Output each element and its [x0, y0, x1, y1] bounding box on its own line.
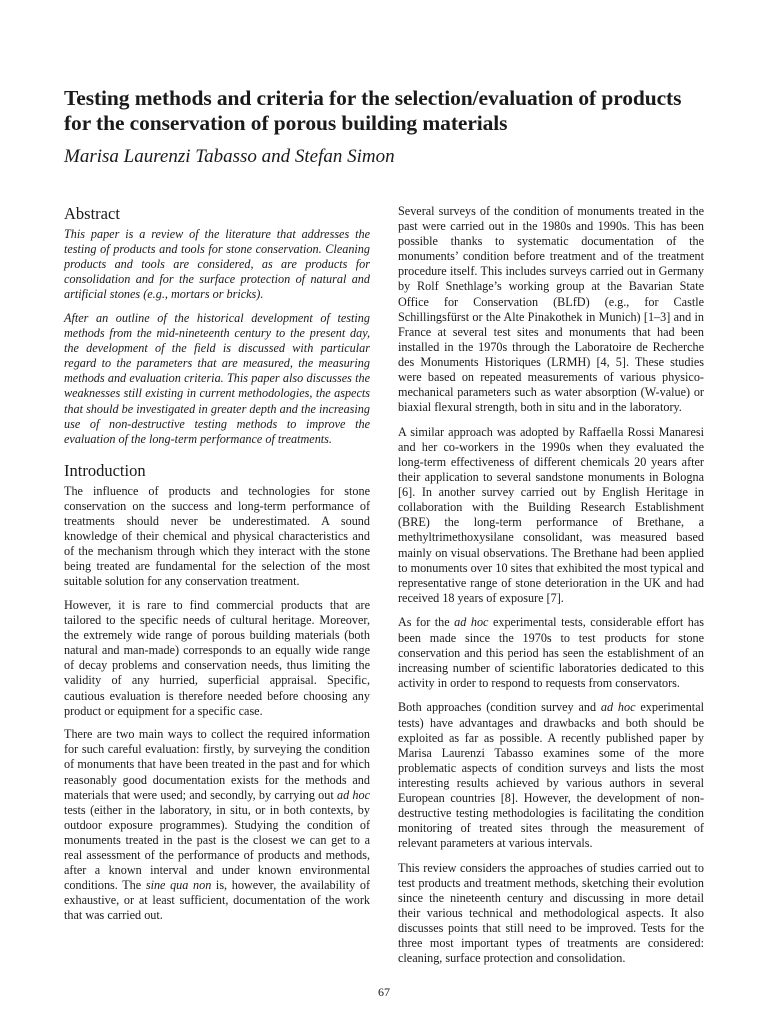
- italic-term: ad hoc: [600, 700, 636, 715]
- text-run: tests (either in the laboratory, in situ, or in both contexts, by outdoor exposure programmes). Studying the condition of monuments treated in the past is the closest we can get to a real assessment of the performance of products and methods, after a known interval and under known environmental conditions. The: [64, 802, 370, 893]
- body-paragraph: A similar approach was adopted by Raffaella Rossi Manaresi and her co-workers in the 1990s when they evaluated the long-term effectiveness of different chemicals 20 years after their application to several sandstone monuments in Bologna [6]. In another survey carried out by English Heritage in collaboration with the Building Research Establishment (BRE) the long-term performance of Brethane, a methyltrimethoxysilane consolidant, was measured based mainly on visual observations. The Brethane had been applied to monuments over 10 sites that exhibited the most typical and representative range of stone deterioration in the UK and had received 18 years of exposure [7].: [398, 424, 704, 605]
- italic-term: ad hoc: [336, 787, 370, 802]
- body-paragraph: However, it is rare to find commercial products that are tailored to the specific needs of cultural heritage. Moreover, the extremely wide range of porous building materials (both natural and man-made) corresponds to an equally wide range of decay problems and conservation needs, thus limiting the validity of any hurried, superficial appraisal. Specific, cautious evaluation is therefore needed before choosing any product or equipment for a specific case.: [64, 597, 370, 718]
- text-run: There are two main ways to collect the required information for such careful evaluation: firstly, by surveying the condition of monuments that have been treated in the past and for which reasonably good documentation exists for the methods and materials that were used; and secondly, by carrying out: [64, 727, 370, 802]
- left-column: [64, 204, 370, 932]
- paper-title: Testing methods and criteria for the selection/evaluation of products for the conservation of porous building materials: [64, 86, 682, 135]
- introduction-heading: Introduction: [64, 460, 146, 480]
- text-run: experimental tests) have advantages and drawbacks and both should be exploited as far as possible. A recently published paper by Marisa Laurenzi Tabasso examines some of the more problematic aspects of condition surveys and lists the most interesting results achieved by various authors in several European countries [8]. However, the development of non-destructive testing methodologies is facilitating the condition monitoring of treated sites through the measurement of relevant parameters at various intervals.: [398, 700, 704, 851]
- author-list: Marisa Laurenzi Tabasso and Stefan Simon: [64, 146, 395, 167]
- page-number: 67: [378, 985, 390, 999]
- abstract-paragraph: After an outline of the historical development of testing methods from the mid-nineteenth century to the present day, the development of the field is discussed with particular regard to the parameters that are measured, the measuring methods and evaluation criteria. This paper also discusses the weaknesses still existing in current methodologies, the aspects that should be investigated in greater depth and the increasing use of non-destructive testing methods to improve the evaluation of the long-term performance of treatments.: [64, 310, 370, 446]
- right-column: [398, 204, 704, 976]
- body-paragraph: The influence of products and technologies for stone conservation on the success and long-term performance of treatments should never be underestimated. A sound knowledge of their chemical and physical characteristics and of the mechanism through which they interact with the stone being treated are fundamental for the selection of the most suitable solution for any conservation treatment.: [64, 483, 370, 589]
- body-paragraph: [398, 615, 704, 690]
- body-paragraph: [64, 727, 370, 923]
- abstract-paragraph: This paper is a review of the literature that addresses the testing of products and tools for stone conservation. Cleaning products and tools are considered, as are products for consolidation and for the surface protection of natural and artificial stones (e.g., mortars or bricks).: [64, 227, 370, 302]
- text-run: is, however, the availability of exhaustive, or at least sufficient, documentation of the work that was carried out.: [64, 878, 371, 923]
- text-run: As for the: [398, 615, 455, 630]
- body-paragraph: Several surveys of the condition of monuments treated in the past were carried out in the 1980s and 1990s. This has been possible thanks to systematic documentation of the monuments’ condition before treatment and of the treatment procedure itself. This includes surveys carried out in Germany by Rolf Snethlage’s working group at the Bavarian State Office for Conservation (BLfD) (e.g., for Castle Schillingsfürst or the Alte Pinakothek in Munich) [1–3] and in France at several test sites and monuments that had been installed in the 1970s through the Laboratoire de Recherche des Monuments Historiques (LRMH) [4, 5]. These studies were based on repeated measurements of various physico-mechanical parameters such as water absorption (W-value) or biaxial flexural strength, both in situ and in the laboratory.: [398, 204, 704, 415]
- body-paragraph: This review considers the approaches of studies carried out to test products and treatment methods, sketching their evolution since the nineteenth century and discussing in more detail their various technical and methodological aspects. It also discusses points that still need to be improved. Tests for the three most important types of treatments are considered: cleaning, surface protection and consolidation.: [398, 860, 704, 966]
- body-paragraph: [398, 700, 704, 851]
- italic-term: sine qua non: [145, 878, 212, 893]
- text-run: Both approaches (condition survey and: [398, 700, 601, 715]
- abstract-heading: Abstract: [64, 204, 120, 223]
- text-run: experimental tests, considerable effort has been made since the 1970s to test products for stone conservation and this period has seen the establishment of an increasing number of scientific laboratories dedicated to this activity in order to respond to requests from conservators.: [398, 615, 704, 690]
- italic-term: ad hoc: [454, 615, 489, 630]
